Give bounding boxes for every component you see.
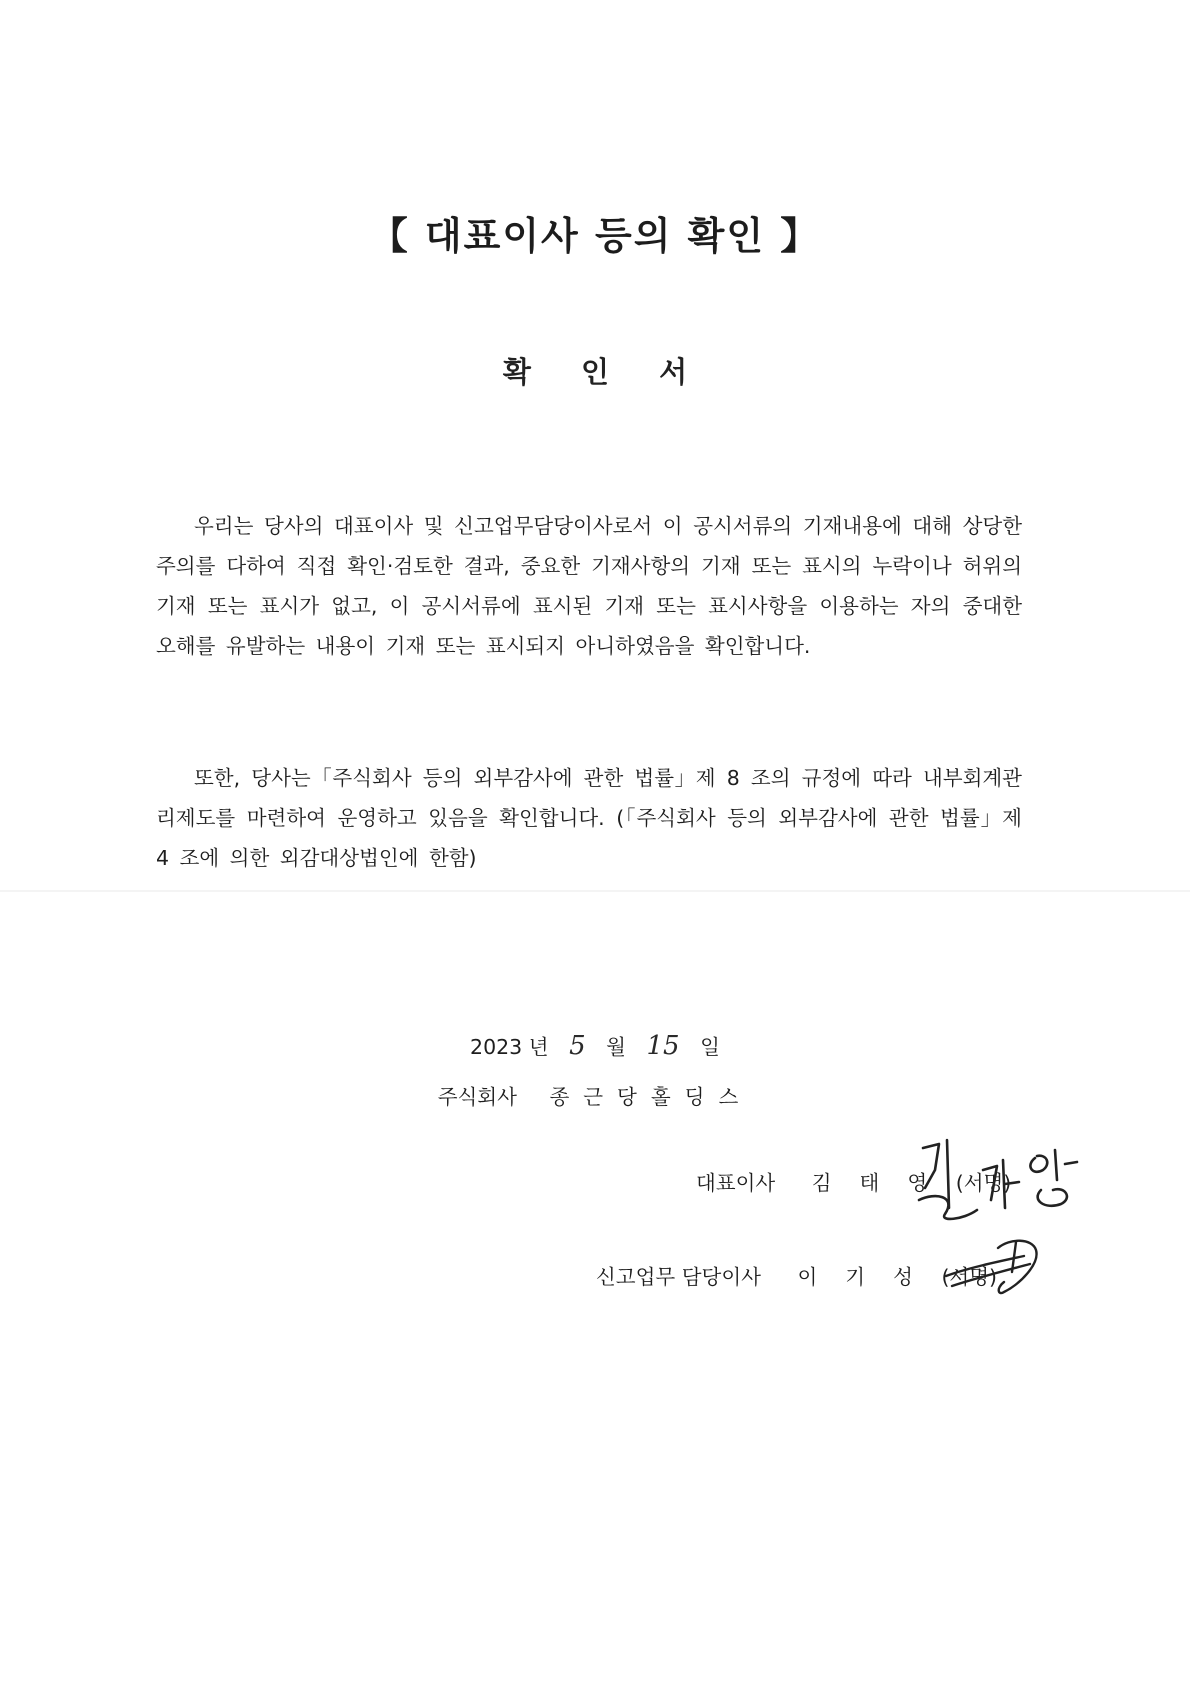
signatory-title: 대표이사 [696, 1171, 776, 1195]
signature-placeholder: (서명) [955, 1171, 1012, 1195]
confirmation-paragraph-1: 우리는 당사의 대표이사 및 신고업무담당이사로서 이 공시서류의 기재내용에 대해 상당한 주의를 다하여 직접 확인·검토한 결과, 중요한 기재사항의 기재 또는 표시의 누락이나 허위의 기재 또는 표시가 없고, 이 공시서류에 표시된 기재 또는 표시사항을 이용하는 자의 중대한 오해를 유발하는 내용이 기재 또는 표시되지 아니하였음을 확인합니다. [156, 514, 1022, 658]
date-year-unit: 년 [528, 1035, 549, 1059]
confirmation-paragraph-2: 또한, 당사는「주식회사 등의 외부감사에 관한 법률」제 8 조의 규정에 따라 내부회계관리제도를 마련하여 운영하고 있음을 확인합니다. (「주식회사 등의 외부감사에 관한 법률」제 4 조에 의한 외감대상법인에 한함) [156, 766, 1022, 870]
document-subtitle: 확 인 서 [502, 355, 708, 389]
date-day: 15 [646, 1031, 680, 1061]
date-month: 5 [569, 1031, 586, 1061]
signature-placeholder: (서명) [941, 1265, 998, 1289]
company-line [0, 1080, 1190, 1110]
date-day-unit: 일 [700, 1035, 720, 1059]
signatory-name: 이기성 [797, 1265, 941, 1289]
company-name: 종근당홀딩스 [549, 1085, 753, 1109]
signatory-ceo [696, 1166, 1011, 1196]
company-prefix: 주식회사 [437, 1085, 517, 1109]
signatory-name: 김태영 [811, 1171, 956, 1195]
signatory-title: 신고업무 담당이사 [596, 1265, 761, 1289]
date-year: 2023 [470, 1035, 523, 1059]
date-month-unit: 월 [606, 1035, 626, 1059]
page-title: 【 대표이사 등의 확인 】 [369, 214, 821, 258]
signatory-disclosure-officer [596, 1260, 997, 1290]
date-line [0, 1030, 1190, 1061]
scan-artifact-line [0, 890, 1190, 892]
